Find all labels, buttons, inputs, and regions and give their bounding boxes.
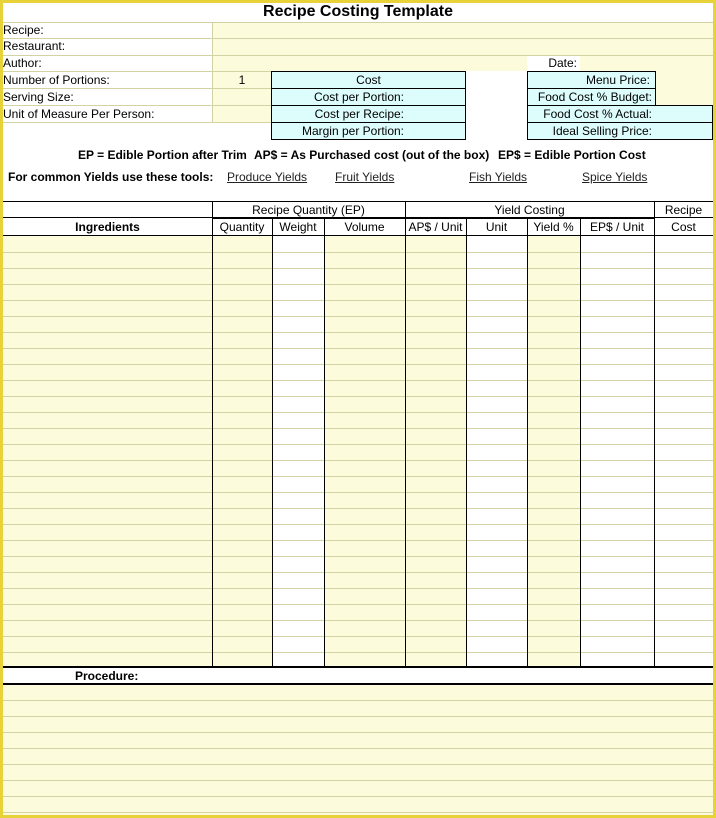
table-column-line [405, 201, 406, 666]
table-column-line [580, 218, 581, 666]
weight-header: Weight [279, 220, 317, 234]
menu-price-label: Menu Price: [585, 73, 650, 87]
legend-ap: AP$ = As Purchased cost (out of the box) [254, 148, 490, 162]
legend-ep: EP = Edible Portion after Trim [78, 148, 247, 162]
margin-per-portion-label: Margin per Portion: [301, 124, 404, 138]
table-row-line [3, 540, 713, 541]
table-row-line [3, 300, 713, 301]
procedure-row-line [3, 748, 713, 749]
table-row-line [3, 428, 713, 429]
page-title: Recipe Costing Template [263, 3, 453, 20]
table-column-line [324, 218, 325, 666]
table-column-line [272, 218, 273, 666]
legend-eps: EP$ = Edible Portion Cost [498, 148, 646, 162]
table-row-line [3, 316, 713, 317]
cost-title: Cost [356, 73, 381, 87]
procedure-row-line [3, 700, 713, 701]
unit-of-measure-label: Unit of Measure Per Person: [3, 107, 155, 121]
table-row-line [3, 620, 713, 621]
ingredients-header: Ingredients [75, 220, 140, 234]
table-row-line [3, 268, 713, 269]
restaurant-label: Restaurant: [3, 39, 66, 53]
recipe-quantity-group-header: Recipe Quantity (EP) [252, 203, 365, 217]
table-header-bottom-line [3, 235, 713, 236]
table-row-line [3, 364, 713, 365]
table-column-line [527, 218, 528, 666]
procedure-row-line [3, 732, 713, 733]
procedure-row-line [3, 764, 713, 765]
spice-yields-link[interactable]: Spice Yields [582, 170, 648, 184]
table-row-line [3, 396, 713, 397]
ideal-selling-price-label: Ideal Selling Price: [552, 124, 652, 138]
yield-costing-group-header: Yield Costing [494, 203, 565, 217]
table-row-line [3, 508, 713, 509]
table-row-line [3, 444, 713, 445]
author-label: Author: [3, 56, 42, 70]
table-row-line [3, 604, 713, 605]
cost-per-portion-label: Cost per Portion: [313, 90, 404, 104]
table-column-line [654, 201, 655, 666]
table-row-line [3, 492, 713, 493]
produce-yields-link[interactable]: Produce Yields [227, 170, 308, 184]
yield-tools-label: For common Yields use these tools: [8, 170, 214, 184]
recipe-label: Recipe: [3, 23, 44, 37]
table-row-line [3, 524, 713, 525]
table-row-line [3, 252, 713, 253]
table-row-line [3, 460, 713, 461]
quantity-header: Quantity [219, 220, 265, 234]
yield-percent-header: Yield % [533, 220, 574, 234]
table-row-line [3, 556, 713, 557]
date-label: Date: [548, 56, 577, 70]
table-row-line [3, 332, 713, 333]
recipe-costing-sheet [3, 3, 713, 815]
recipe-cost-header-line2: Cost [671, 220, 696, 234]
procedure-row-line [3, 716, 713, 717]
procedure-row-line [3, 796, 713, 797]
ap-per-unit-header: AP$ / Unit [408, 220, 463, 234]
portions-label: Number of Portions: [3, 73, 110, 87]
ingredients-table [3, 3, 713, 815]
fish-yields-link[interactable]: Fish Yields [469, 170, 528, 184]
table-row-line [3, 588, 713, 589]
table-row-line [3, 572, 713, 573]
table-row-line [3, 412, 713, 413]
ep-per-unit-header: EP$ / Unit [589, 220, 645, 234]
cost-per-recipe-label: Cost per Recipe: [314, 107, 404, 121]
table-row-line [3, 348, 713, 349]
table-row-line [3, 284, 713, 285]
procedure-label: Procedure: [75, 669, 139, 683]
fruit-yields-link[interactable]: Fruit Yields [335, 170, 395, 184]
table-row-line [3, 476, 713, 477]
table-row-line [3, 652, 713, 653]
serving-size-label: Serving Size: [3, 90, 74, 104]
volume-header: Volume [344, 220, 385, 234]
procedure-row-line [3, 812, 713, 813]
unit-header: Unit [485, 220, 508, 234]
table-column-line [466, 218, 467, 666]
table-row-line [3, 636, 713, 637]
table-column-line [212, 201, 213, 666]
food-cost-budget-label: Food Cost % Budget: [537, 90, 652, 104]
procedure-row-line [3, 780, 713, 781]
food-cost-actual-label: Food Cost % Actual: [543, 107, 652, 121]
recipe-cost-header-line1: Recipe [664, 203, 703, 217]
portions-value[interactable]: 1 [238, 73, 246, 87]
table-row-line [3, 380, 713, 381]
